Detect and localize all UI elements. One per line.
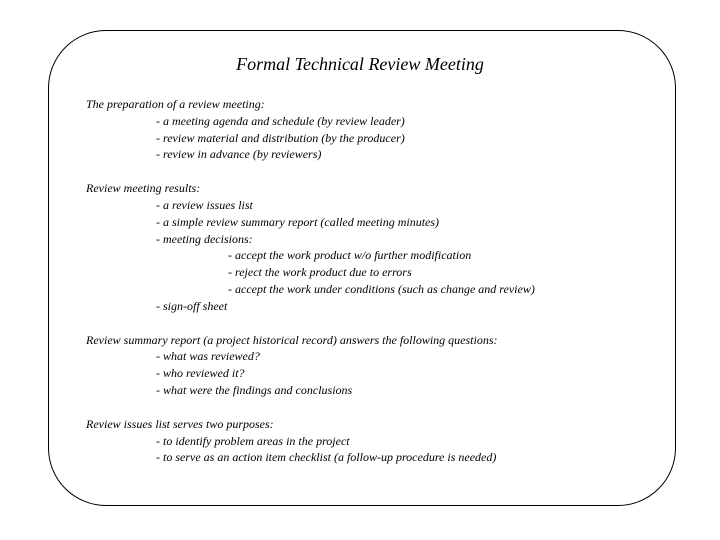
slide-content (86, 96, 666, 483)
section-meeting-results (86, 180, 666, 314)
section-heading: Review issues list serves two purposes: (86, 416, 274, 431)
sub-list-item: - accept the work product w/o further modification (228, 248, 472, 263)
list-item: - to identify problem areas in the project (156, 433, 350, 448)
section-heading: The preparation of a review meeting: (86, 97, 265, 111)
section-issues-list (86, 416, 666, 466)
list-item: - a meeting agenda and schedule (by review leader) (156, 113, 405, 128)
list-item: - to serve as an action item checklist (a follow-up procedure is needed) (156, 450, 497, 465)
list-item: - sign-off sheet (156, 298, 228, 313)
list-item: - who reviewed it? (156, 366, 245, 381)
section-heading: Review meeting results: (86, 181, 201, 196)
sub-list-item: - reject the work product due to errors (228, 265, 412, 280)
slide-title: Formal Technical Review Meeting (236, 54, 484, 74)
section-summary-report (86, 332, 666, 399)
section-review-preparation (86, 96, 666, 163)
section-heading: Review summary report (a project historical record) answers the following questions: (86, 332, 498, 347)
list-item: - what were the findings and conclusions (156, 382, 353, 397)
list-item: - review in advance (by reviewers) (156, 147, 322, 162)
list-item: - review material and distribution (by the producer) (156, 130, 405, 145)
list-item: - a simple review summary report (called meeting minutes) (156, 214, 440, 229)
list-item: - a review issues list (156, 197, 253, 212)
list-item: - what was reviewed? (156, 349, 260, 364)
sub-list-item: - accept the work under conditions (such as change and review) (228, 281, 535, 296)
list-item: - meeting decisions: (156, 231, 253, 246)
